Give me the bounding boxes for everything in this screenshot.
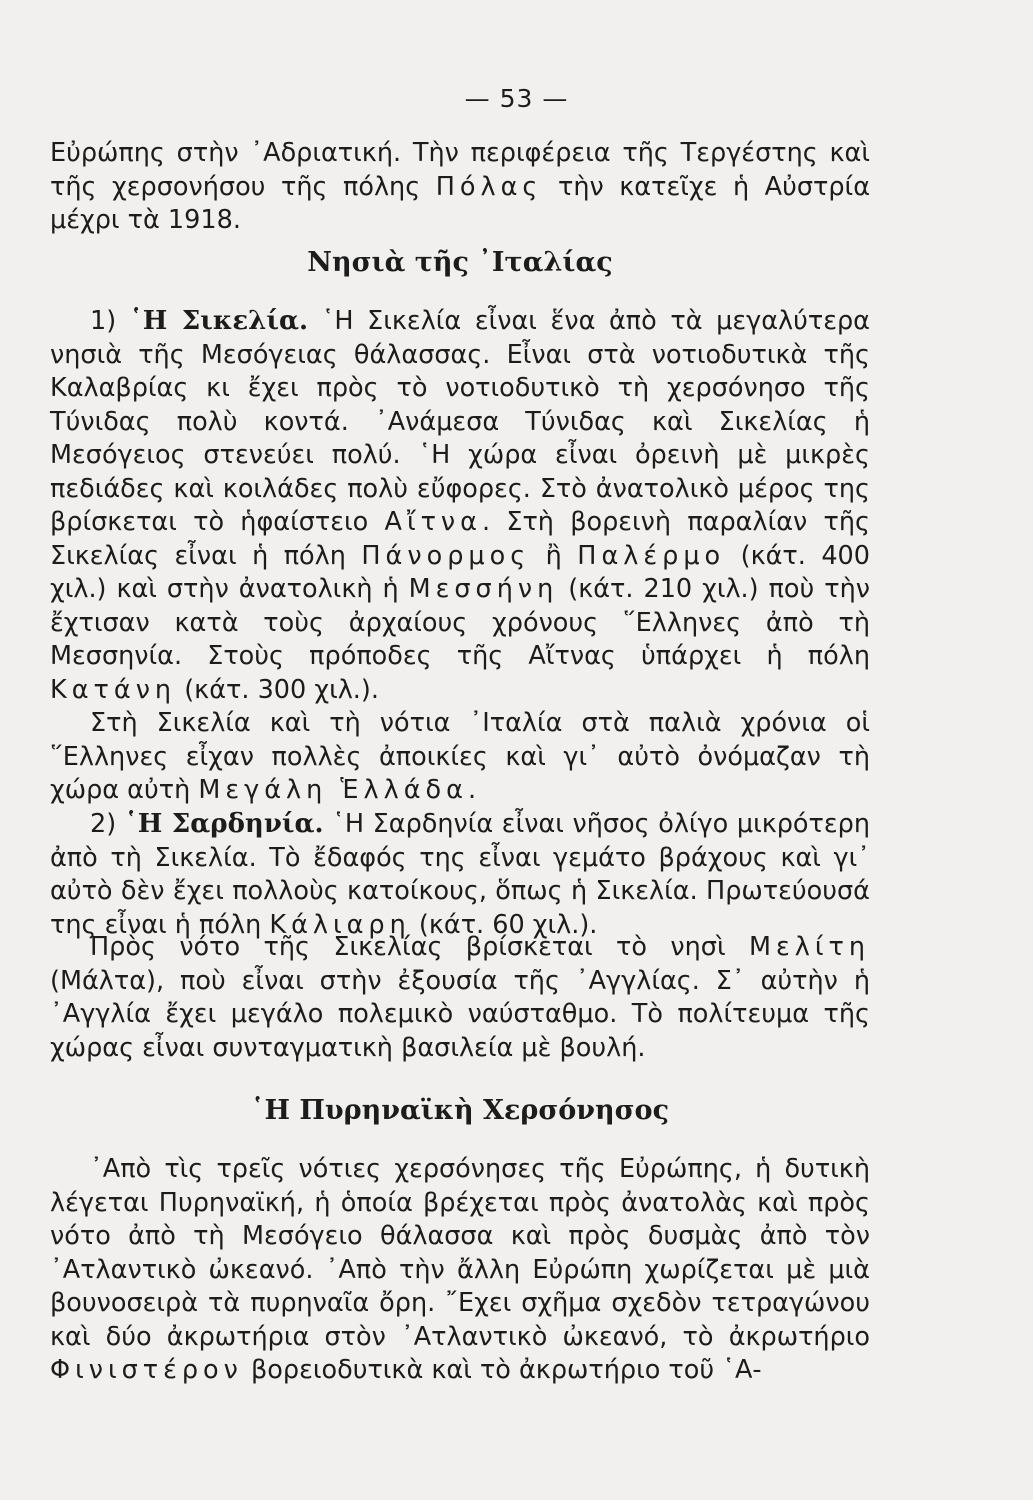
paragraph-pyrenean bbox=[50, 1153, 870, 1388]
text: ἢ bbox=[530, 540, 578, 571]
text: βορειοδυτικὰ καὶ τὸ ἀκρωτήριο τοῦ ῾Α- bbox=[242, 1355, 762, 1385]
text: τὴν κατεῖχε ἡ Αὐστρία μέχρι τὰ 1918. bbox=[50, 171, 870, 235]
place-etna: Αἴτνα bbox=[384, 507, 482, 537]
text: Εὐρώπης στὴν ᾿Αδριατική. Τὴν περιφέρεια τῆς Τεργέστης καὶ τῆς χερσονήσου τῆς πόλης bbox=[50, 138, 870, 202]
paragraph-magna-graecia bbox=[50, 707, 870, 808]
text: (Μάλτα), ποὺ εἶναι στὴν ἐξουσία τῆς ᾿Αγγλίας. Σ᾿ αὐτὴν ἡ ᾿Αγγλία ἔχει μεγάλο πολεμικὸ ναύσταθμο. Τὸ πολίτευμα τῆς χώρας εἶναι συνταγματικὴ βασιλεία μὲ βουλή. bbox=[50, 965, 870, 1063]
page-number: — 53 — bbox=[464, 84, 569, 113]
paragraph-sicily bbox=[50, 305, 870, 707]
heading-islands-of-italy bbox=[50, 247, 870, 278]
place-palermo: Παλέρμο bbox=[577, 540, 726, 571]
text: ῾Η Σαρδηνία εἶναι νῆσος ὀλίγο μικρότερη ἀπὸ τὴ Σικελία. Τὸ ἔδαφός της εἶναι γεμάτο βράχους καὶ γι᾿ αὐτὸ δὲν ἔχει πολλοὺς κατοίκους, ὅπως ἡ Σικελία. Πρωτεύουσά της εἶναι ἡ πόλη bbox=[50, 809, 870, 940]
text: (κάτ. 60 χιλ.). bbox=[410, 909, 598, 940]
list-number: 2) bbox=[90, 809, 125, 839]
text: (κάτ. 300 χιλ.). bbox=[176, 674, 379, 705]
paragraph-austria bbox=[50, 137, 870, 238]
section-heading: ῾Η Πυρηναϊκὴ Χερσόνησος bbox=[250, 1095, 670, 1126]
paragraph-malta bbox=[50, 931, 870, 1065]
place-messina: Μεσσήνη bbox=[408, 574, 559, 604]
paragraph-sardinia bbox=[50, 808, 870, 942]
text: (κάτ. 400 χιλ.) καὶ στὴν ἀνατολικὴ ἡ bbox=[50, 540, 870, 604]
place-catania: Κατάνη bbox=[50, 674, 177, 705]
place-panormos: Πάνορμος bbox=[361, 540, 531, 571]
heading-pyrenean-peninsula bbox=[50, 1095, 870, 1126]
text: . Στὴ βορεινὴ παραλίαν τῆς Σικελίας εἶναι ἡ πόλη bbox=[50, 507, 870, 571]
text: Στὴ Σικελία καὶ τὴ νότια ᾿Ιταλία στὰ παλιὰ χρόνια οἱ ῞Ελληνες εἶχαν πολλὲς ἀποικίες καὶ γι᾿ αὐτὸ ὀνόμαζαν τὴ χώρα αὐτὴ bbox=[50, 708, 870, 805]
text: . bbox=[467, 775, 477, 805]
place-finisterre: Φινιστέρον bbox=[50, 1355, 243, 1385]
text: ῾Η Σικελία εἶναι ἕνα ἀπὸ τὰ μεγαλύτερα νησιὰ τῆς Μεσόγειας θάλασσας. Εἶναι στὰ νοτιοδυτικὰ τῆς Καλαβρίας κι ἔχει πρὸς τὸ νοτιοδυτικὸ τὴ χερσόνησο τῆς Τύνιδας πολὺ κοντά. ᾿Ανάμεσα Τύνιδας καὶ Σικελίας ἡ Μεσόγειος στενεύει πολύ. ῾Η χώρα εἶναι ὀρεινὴ μὲ μικρὲς πεδιάδες καὶ κοιλάδες πολὺ εὔφορες. Στὸ ἀνατολικὸ μέρος της βρίσκεται τὸ ἡφαίστειο bbox=[50, 306, 870, 537]
subheading-sicily: ῾Η Σικελία. bbox=[129, 306, 309, 336]
text: Πρὸς νότο τῆς Σικελίας βρίσκεται τὸ νησὶ bbox=[90, 932, 749, 962]
subheading-sardinia: ῾Η Σαρδηνία. bbox=[124, 809, 324, 839]
place-melite: Μελίτη bbox=[748, 932, 870, 962]
section-heading: Νησιὰ τῆς ᾿Ιταλίας bbox=[307, 247, 613, 278]
place-cagliari: Κάλιαρη bbox=[269, 909, 411, 940]
list-number: 1) bbox=[90, 306, 130, 336]
text: ᾿Απὸ τὶς τρεῖς νότιες χερσόνησες τῆς Εὐρώπης, ἡ δυτικὴ λέγεται Πυρηναϊκή, ἡ ὁποία βρέχεται πρὸς ἀνατολὰς καὶ πρὸς νότο ἀπὸ τὴ Μεσόγειο θάλασσα καὶ πρὸς δυσμὰς ἀπὸ τὸν ᾿Ατλαντικὸ ὠκεανό. ᾿Απὸ τὴν ἄλλη Εὐρώπη χωρίζεται μὲ μιὰ βουνοσειρὰ τὰ πυρηναῖα ὄρη. ῎Εχει σχῆμα σχεδὸν τετραγώνου καὶ δύο ἀκρωτήρια στὸν ᾿Ατλαντικὸ ὠκεανό, τὸ ἀκρωτήριο bbox=[50, 1154, 870, 1352]
text: (κάτ. 210 χιλ.) ποὺ τὴν ἔχτισαν κατὰ τοὺς ἀρχαίους χρόνους ῞Ελληνες ἀπὸ τὴ Μεσσηνία. Στοὺς πρόποδες τῆς Αἴτνας ὑπάρχει ἡ πόλη bbox=[50, 574, 871, 671]
place-magna-graecia: Μεγάλη Ἑλλάδα bbox=[198, 775, 468, 805]
place-pola: Πόλας bbox=[435, 171, 543, 202]
